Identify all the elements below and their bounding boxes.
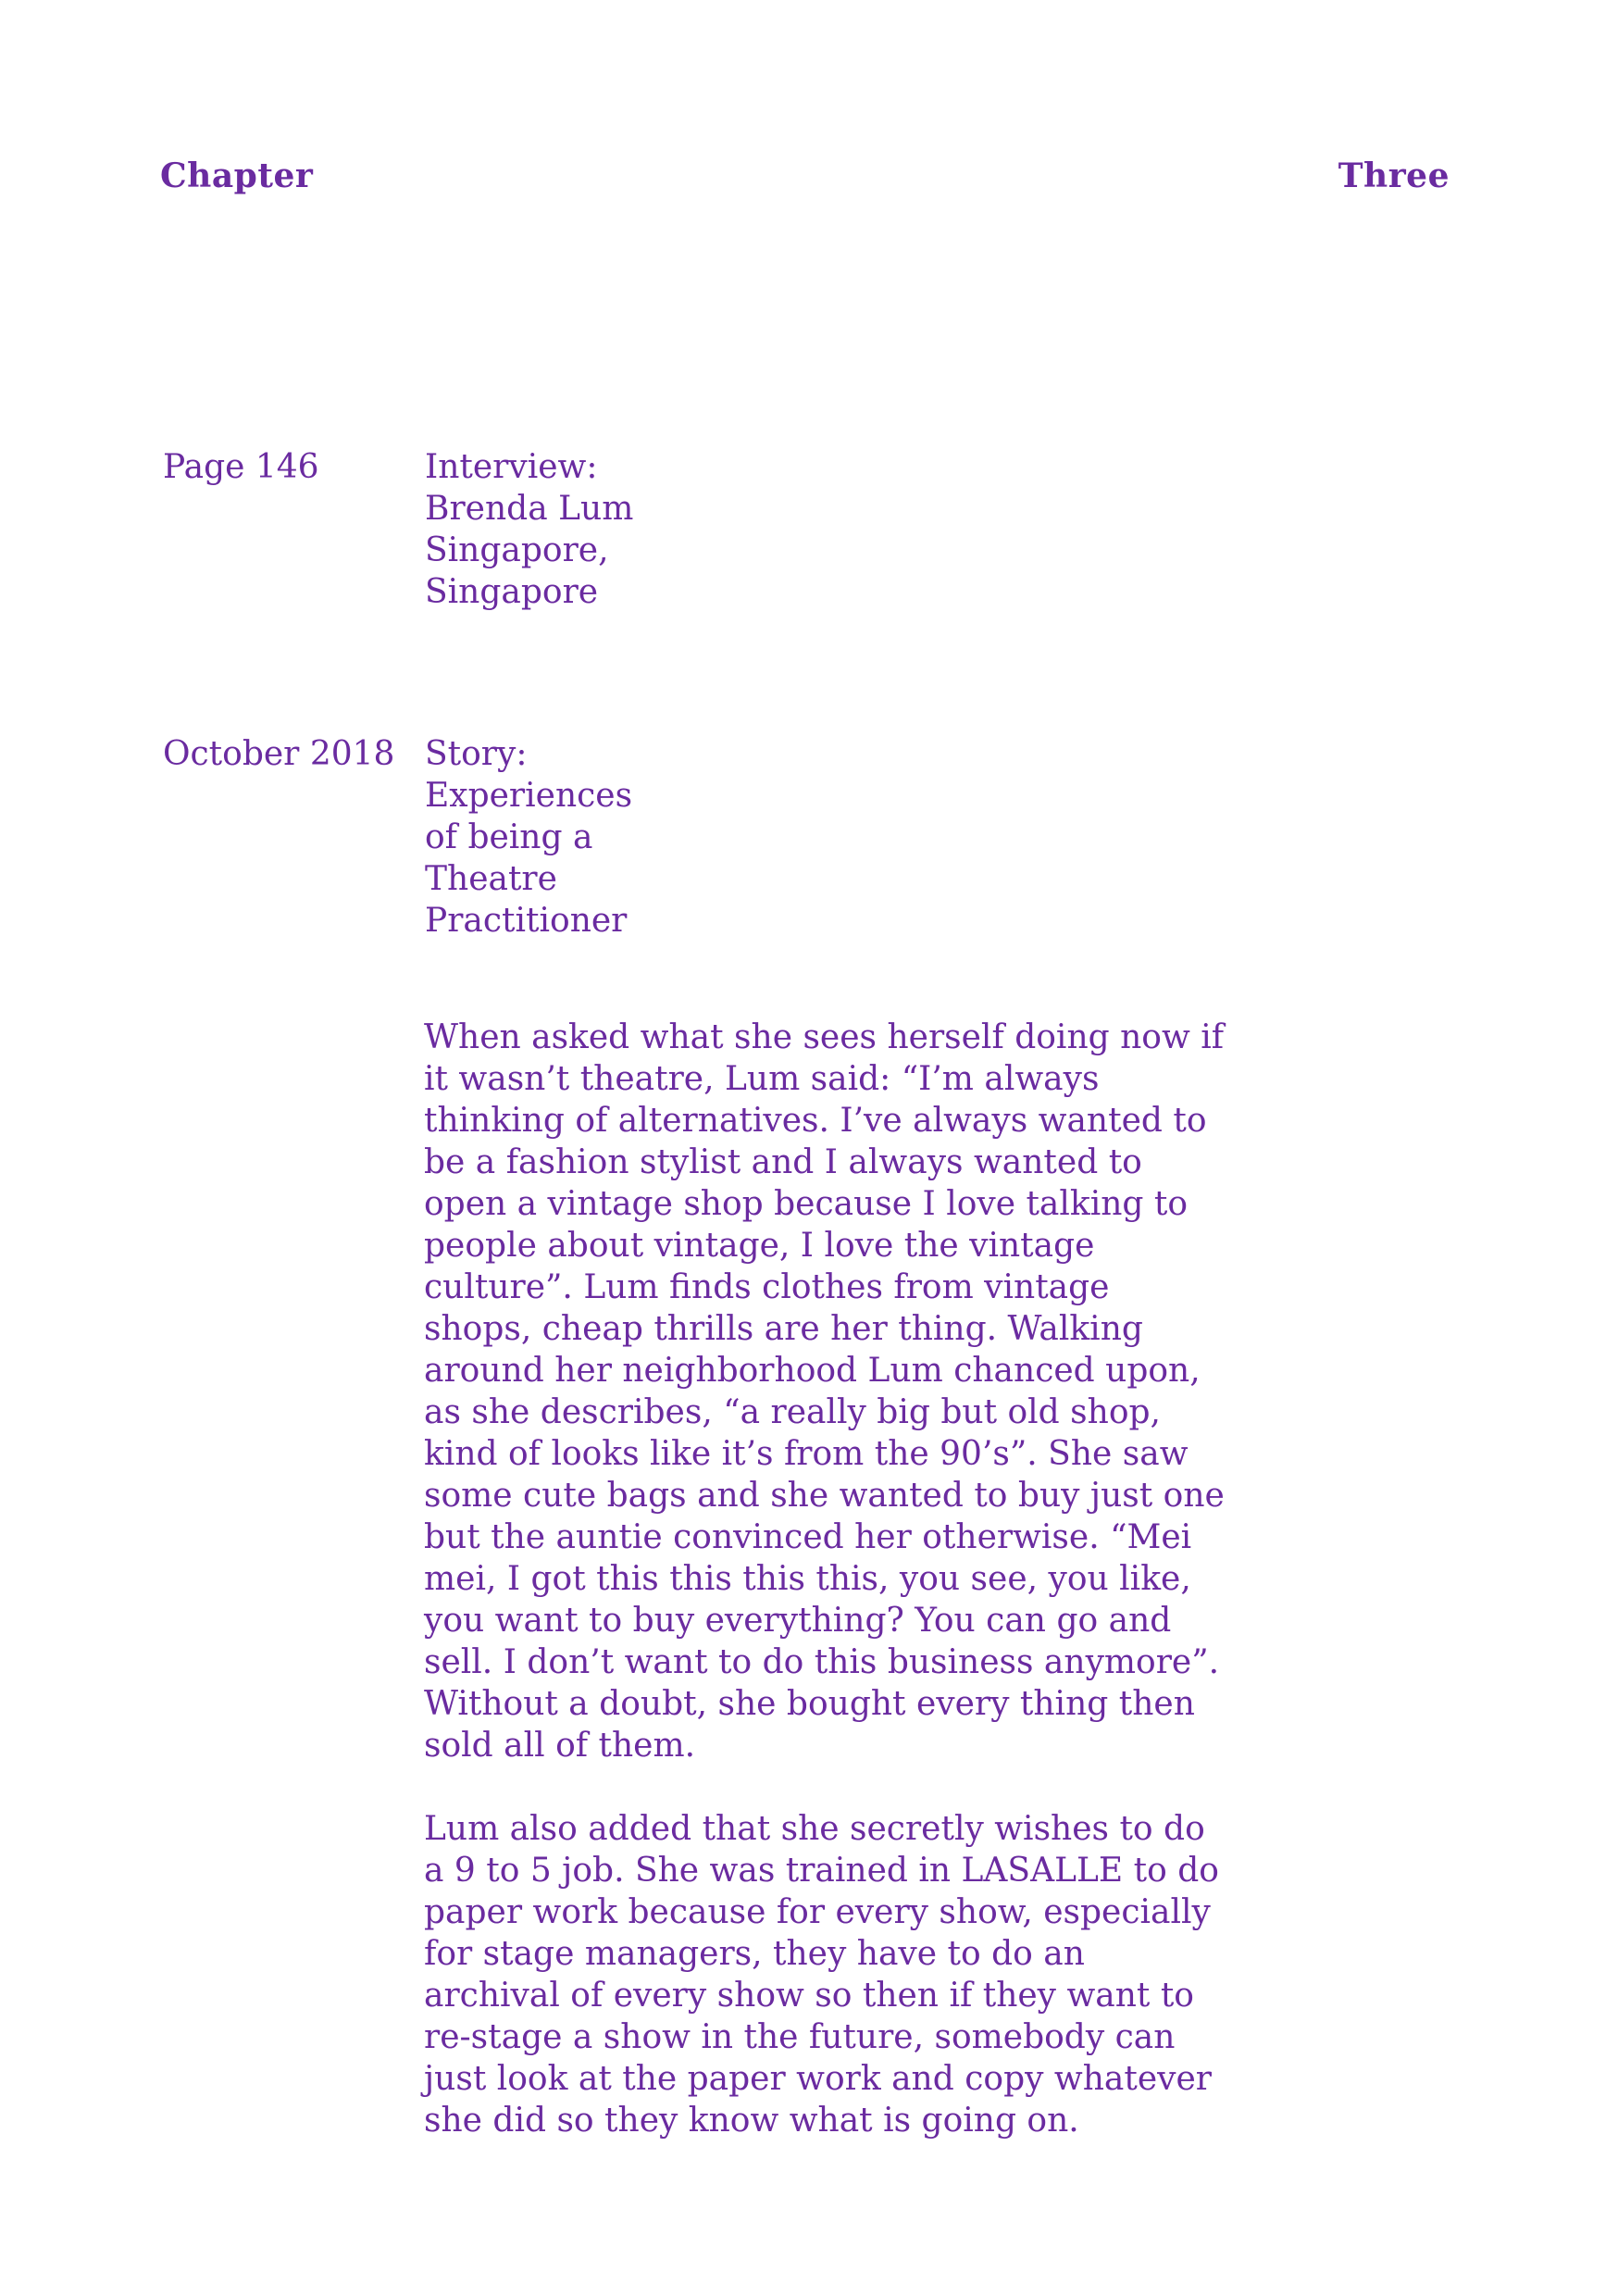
- body-paragraph-2: [424, 1808, 1220, 2141]
- text-line: just look at the paper work and copy whatever: [424, 2060, 1212, 2098]
- text-line: as she describes, “a really big but old shop,: [424, 1393, 1161, 1431]
- interview-info: [425, 446, 633, 613]
- story-line: Theatre: [425, 860, 557, 898]
- text-line: open a vintage shop because I love talking to: [424, 1185, 1189, 1223]
- text-line: sell. I don’t want to do this business anymore”.: [424, 1643, 1220, 1681]
- interview-line: Singapore,: [425, 531, 609, 569]
- text-line: for stage managers, they have to do an: [424, 1935, 1085, 1973]
- text-line: shops, cheap thrills are her thing. Walking: [424, 1310, 1143, 1348]
- text-line: you want to buy everything? You can go and: [424, 1602, 1172, 1640]
- text-line: Without a doubt, she bought every thing then: [424, 1685, 1195, 1723]
- story-line: Experiences: [425, 777, 633, 815]
- text-line: re-stage a show in the future, somebody can: [424, 2018, 1176, 2056]
- text-line: it wasn’t theatre, Lum said: “I’m always: [424, 1060, 1100, 1098]
- interview-line: Interview:: [425, 448, 598, 486]
- chapter-heading-left: Chapter: [160, 156, 314, 195]
- text-line: paper work because for every show, especially: [424, 1893, 1211, 1931]
- text-line: but the auntie convinced her otherwise. “Mei: [424, 1518, 1192, 1556]
- text-line: mei, I got this this this this, you see, you like,: [424, 1560, 1191, 1598]
- chapter-heading-right: Three: [1338, 156, 1450, 195]
- story-line: of being a: [425, 818, 593, 856]
- text-line: When asked what she sees herself doing now if: [424, 1018, 1225, 1056]
- text-line: be a fashion stylist and I always wanted to: [424, 1143, 1142, 1181]
- text-line: she did so they know what is going on.: [424, 2102, 1079, 2140]
- story-info: [425, 733, 632, 942]
- page-number-label: Page 146: [163, 448, 319, 486]
- interview-line: Singapore: [425, 573, 599, 611]
- text-line: thinking of alternatives. I’ve always wanted to: [424, 1102, 1207, 1140]
- text-line: some cute bags and she wanted to buy just one: [424, 1477, 1225, 1515]
- text-line: culture”. Lum finds clothes from vintage: [424, 1268, 1110, 1306]
- story-line: Practitioner: [425, 902, 628, 940]
- interview-line: Brenda Lum: [425, 490, 634, 528]
- story-line: Story:: [425, 735, 528, 773]
- text-line: a 9 to 5 job. She was trained in LASALLE to do: [424, 1852, 1219, 1890]
- text-line: sold all of them.: [424, 1727, 696, 1765]
- text-line: people about vintage, I love the vintage: [424, 1227, 1095, 1265]
- text-line: around her neighborhood Lum chanced upon,: [424, 1352, 1201, 1390]
- date-label: October 2018: [163, 735, 395, 773]
- body-paragraph-1: [424, 1017, 1225, 1766]
- text-line: Lum also added that she secretly wishes to do: [424, 1810, 1205, 1848]
- text-line: kind of looks like it’s from the 90’s”. She saw: [424, 1435, 1189, 1473]
- text-line: archival of every show so then if they want to: [424, 1977, 1194, 2015]
